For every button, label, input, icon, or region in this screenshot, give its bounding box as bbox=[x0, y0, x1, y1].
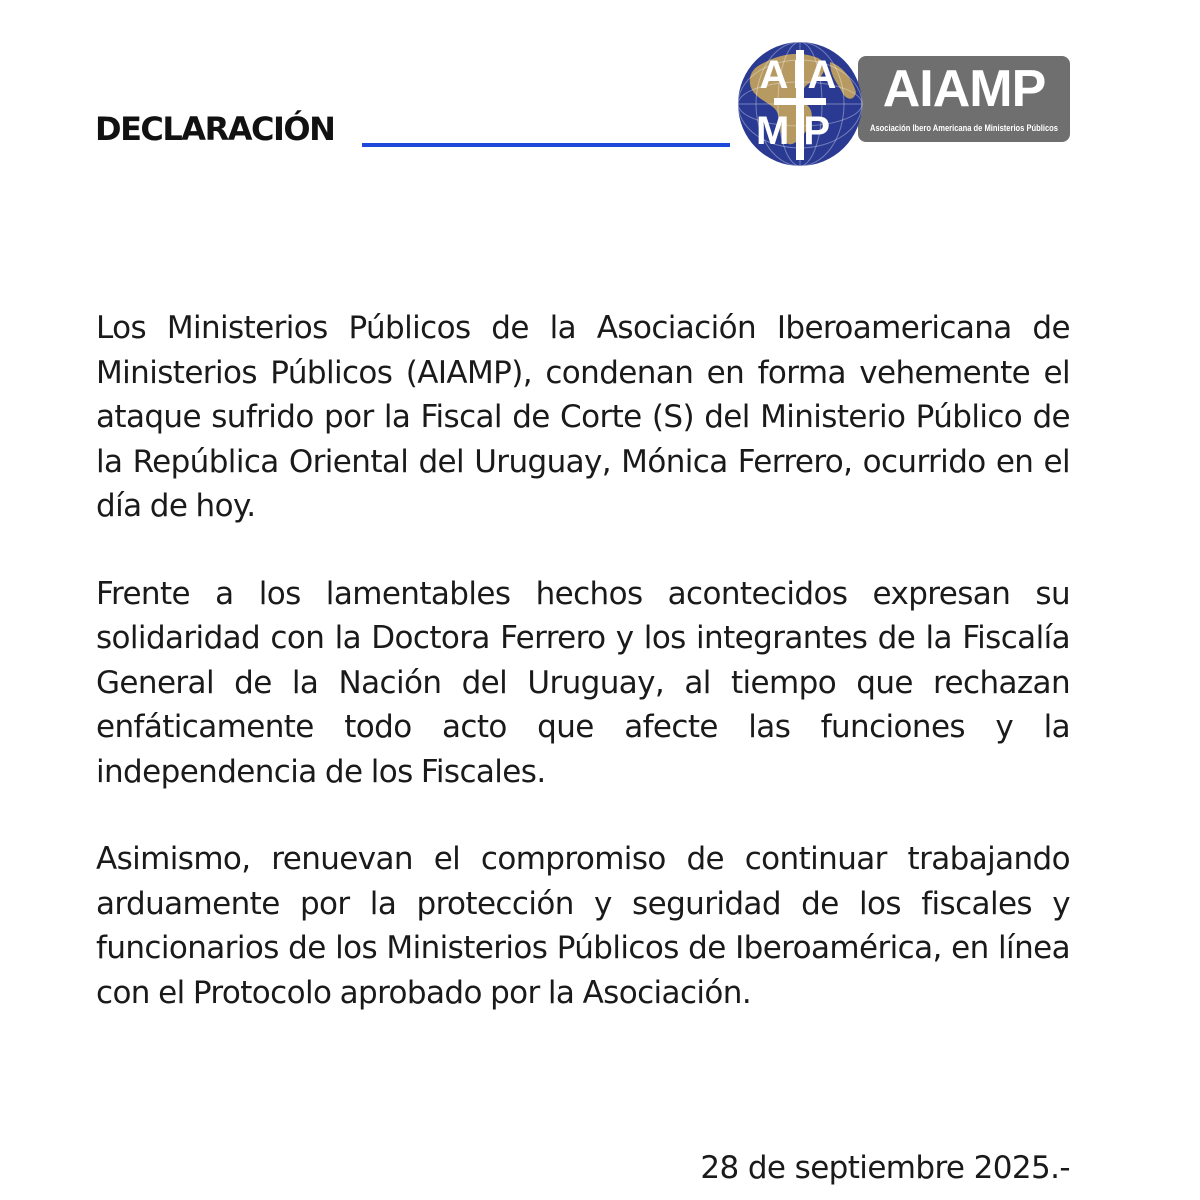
logo-subtitle: Asociación Ibero Americana de Ministerios Públicos bbox=[870, 123, 1058, 134]
paragraph-2: Frente a los lamentables hechos acontecidos expresan su solidaridad con la Doctora Ferrero y los integrantes de la Fiscalía General de la Nación del Uruguay, al tiempo que rechazan enfáticamente todo acto que afecte las funciones y la independencia de los Fiscales. bbox=[96, 575, 1070, 790]
title-underline-rule bbox=[362, 143, 730, 147]
logo-emblem-top: AIA bbox=[759, 53, 841, 97]
declaration-body bbox=[96, 306, 1070, 1058]
paragraph-1: Los Ministerios Públicos de la Asociación Iberoamericana de Ministerios Públicos (AIAMP), condenan en forma vehemente el ataque sufrido por la Fiscal de Corte (S) del Ministerio Público de la República Oriental del Uruguay, Mónica Ferrero, ocurrido en el día de hoy. bbox=[96, 310, 1070, 524]
logo-emblem-bottom: MP bbox=[756, 109, 844, 153]
document-date: 28 de septiembre 2025.- bbox=[700, 1150, 1070, 1186]
document-title: DECLARACIÓN bbox=[95, 110, 335, 148]
aiamp-logo bbox=[738, 36, 1078, 172]
document-header bbox=[0, 0, 1200, 180]
logo-name: AIAMP bbox=[882, 60, 1046, 118]
paragraph-3: Asimismo, renuevan el compromiso de continuar trabajando arduamente por la protección y seguridad de los fiscales y funcionarios de los Ministerios Públicos de Iberoamérica, en línea con el Protocolo aprobado por la Asociación. bbox=[96, 841, 1070, 1011]
